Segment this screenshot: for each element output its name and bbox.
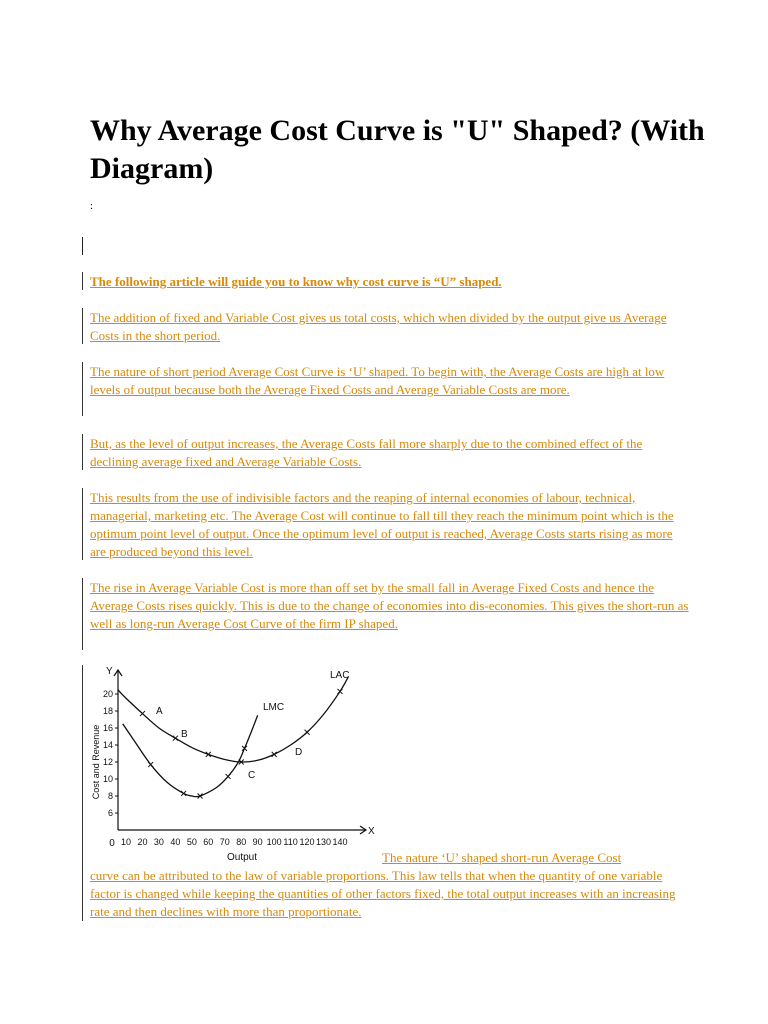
curve-point-marker <box>148 762 153 767</box>
x-tick-label: 80 <box>236 837 247 847</box>
paragraph-1-link[interactable]: The addition of fixed and Variable Cost gives us total costs, which when divided by the output give us Average Costs in the short period. <box>90 310 667 343</box>
curve-point-marker <box>140 711 145 716</box>
paragraph-marker <box>82 578 83 650</box>
paragraph-3-link[interactable]: But, as the level of output increases, the Average Costs fall more sharply due to the combined effect of the declining average fixed and Average Variable Costs. <box>90 436 643 469</box>
y-axis-letter: Y <box>106 666 113 677</box>
paragraph-2-link[interactable]: The nature of short period Average Cost Curve is ‘U’ shaped. To begin with, the Average Costs are high at low levels of output because both the Average Fixed Costs and Average Variable Costs are more. <box>90 364 665 397</box>
x-tick-label: 10 <box>120 837 132 847</box>
intro-link[interactable]: The following article will guide you to know why cost curve is “U” shaped. <box>90 274 502 289</box>
y-tick-label: 14 <box>102 740 113 750</box>
curve-point-marker <box>181 791 186 796</box>
x-tick-label: 100 <box>266 837 282 847</box>
lac-curve-label: LAC <box>330 670 350 681</box>
curve-lmc <box>123 715 258 796</box>
x-tick-label: 140 <box>332 837 348 847</box>
point-c-label: C <box>248 770 256 781</box>
article-title: Why Average Cost Curve is "U" Shaped? (With Diagram) <box>90 114 705 185</box>
axes <box>114 670 366 834</box>
paragraph-4-link[interactable]: This results from the use of indivisible factors and the reaping of internal economies of labour, technical, managerial, marketing etc. The Average Cost will continue to fall till they reach the minimum point which is the optimum point level of output. Once the optimum level of output is reached, Average Costs starts rising as more are produced beyond this level. <box>90 490 674 559</box>
x-tick-label: 70 <box>219 837 230 847</box>
paragraph-6-link[interactable]: curve can be attributed to the law of variable proportions. This law tells that when the quantity of one variable factor is changed while keeping the quantities of other factors fixed, the total output increases with an increasing rate and then declines with more than proportionate. <box>90 868 676 919</box>
curve-point-marker <box>173 736 178 741</box>
curve-point-marker <box>305 730 310 735</box>
curve-point-marker <box>226 774 231 779</box>
paragraph-marker <box>82 272 83 290</box>
curve-point-marker <box>338 689 343 694</box>
x-tick-label: 90 <box>252 837 263 847</box>
y-tick-label: 6 <box>107 808 113 818</box>
y-tick-label: 10 <box>102 774 113 784</box>
lmc-curve-label: LMC <box>263 702 285 713</box>
paragraph-5-link[interactable]: The rise in Average Variable Cost is more than off set by the small fall in Average Fixed Costs and hence the Average Costs rises quickly. This is due to the change of economies into dis-economies. This gives the short-run as well as long-run Average Cost Curve of the firm IP shaped. <box>90 580 689 631</box>
paragraph-marker <box>82 434 83 470</box>
curve-point-marker <box>242 746 247 751</box>
y-tick-label: 20 <box>102 689 113 699</box>
y-tick-label: 16 <box>102 723 113 733</box>
x-tick-label: 110 <box>283 837 298 847</box>
y-tick-label: 8 <box>107 791 113 801</box>
paragraph-6-lead-link[interactable]: The nature ‘U’ shaped short-run Average Cost <box>382 850 622 865</box>
y-axis-label: Cost and Revenue <box>91 724 101 800</box>
x-axis-letter: X <box>368 826 375 837</box>
y-tick-label: 12 <box>102 757 113 767</box>
point-b-label: B <box>181 729 188 740</box>
text-cursor <box>82 237 83 255</box>
x-tick-label: 50 <box>186 837 197 847</box>
x-tick-label: 20 <box>137 837 148 847</box>
point-d-label: D <box>295 747 303 758</box>
x-tick-label: 30 <box>153 837 164 847</box>
paragraph-marker <box>82 665 83 921</box>
curve-point-marker <box>272 752 277 757</box>
point-a-label: A <box>156 706 163 717</box>
paragraph-marker <box>82 308 83 344</box>
x-tick-label: 130 <box>316 837 332 847</box>
x-tick-label: 40 <box>170 837 181 847</box>
x-tick-label: 60 <box>203 837 214 847</box>
curve-lac <box>118 677 348 762</box>
x-axis-label: Output <box>226 852 258 862</box>
paragraph-marker <box>82 362 83 416</box>
colon-mark: : <box>90 200 94 212</box>
cost-curve-chart <box>88 662 380 862</box>
x-tick-label: 120 <box>299 837 315 847</box>
paragraph-marker <box>82 488 83 560</box>
y-tick-label: 18 <box>102 706 113 716</box>
origin-label: 0 <box>109 838 115 849</box>
